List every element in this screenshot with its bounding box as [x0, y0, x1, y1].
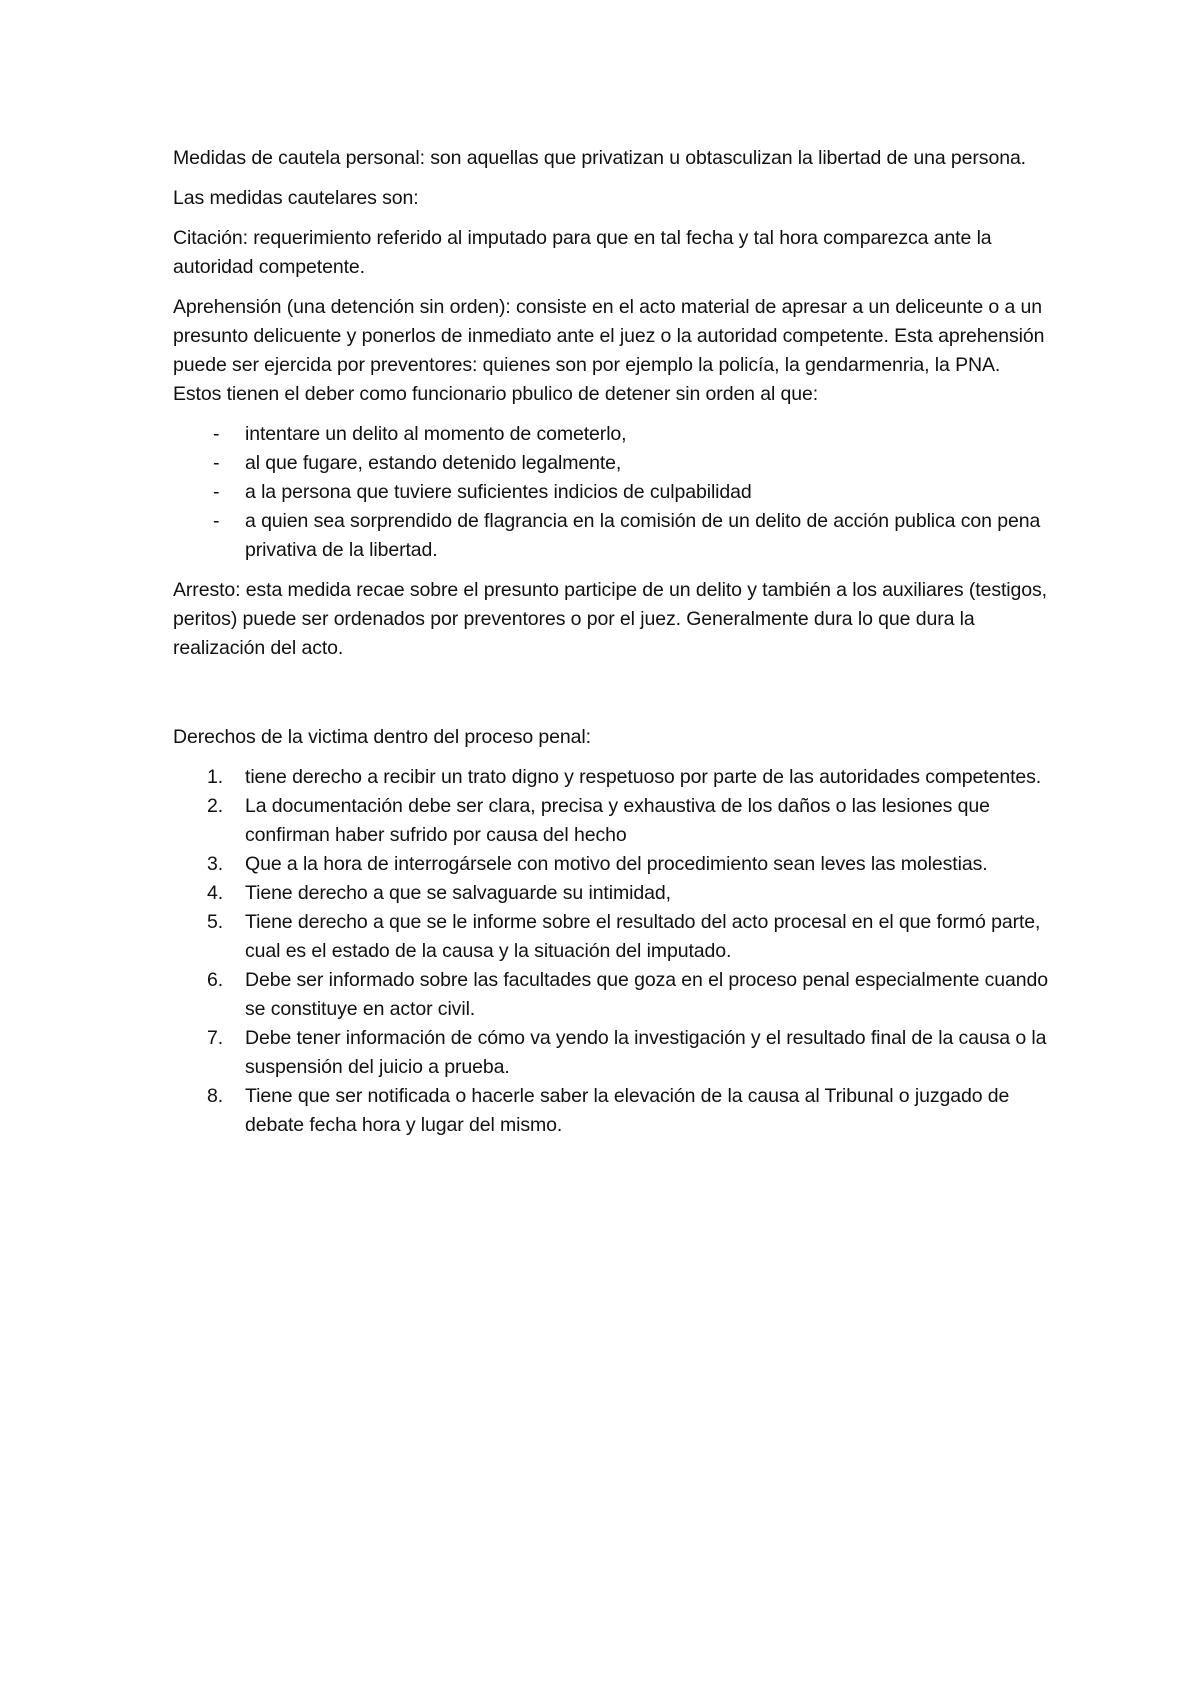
paragraph-medidas-cautelares: Las medidas cautelares son:: [173, 187, 419, 209]
list-item: [173, 1082, 1053, 1140]
paragraph-derechos-victima: Derechos de la victima dentro del proceso penal:: [173, 726, 591, 748]
list-item: [173, 449, 1053, 478]
paragraph-medidas-cautela: Medidas de cautela personal: son aquellas que privatizan u obtasculizan la libertad de una persona.: [173, 147, 1027, 169]
list-item-text: tiene derecho a recibir un trato digno y respetuoso por parte de las autoridades competentes.: [245, 766, 1042, 788]
list-item: [173, 879, 1053, 908]
list-item: [173, 792, 1053, 850]
blank-line: [173, 674, 1053, 723]
list-item-text: a la persona que tuviere suficientes indicios de culpabilidad: [245, 481, 752, 503]
list-item-text: al que fugare, estando detenido legalmente,: [245, 452, 622, 474]
list-number: 8.: [207, 1085, 224, 1107]
list-number: 4.: [207, 882, 224, 904]
paragraph-arresto: Arresto: esta medida recae sobre el presunto participe de un delito y también a los auxiliares (testigos, peritos) puede ser ordenados por preventores o por el juez. Generalmente dura lo que dura la realización del acto.: [173, 579, 1047, 659]
dash-marker: -: [213, 423, 220, 445]
document-page: [173, 144, 1053, 1140]
list-item: [173, 478, 1053, 507]
list-item-text: Debe ser informado sobre las facultades que goza en el proceso penal especialmente cuando se constituye en actor civil.: [245, 969, 1049, 1020]
list-number: 5.: [207, 911, 224, 933]
list-number: 3.: [207, 853, 224, 875]
list-item: [173, 908, 1053, 966]
list-item: [173, 763, 1053, 792]
list-number: 2.: [207, 795, 224, 817]
list-item: [173, 1024, 1053, 1082]
dash-list: [173, 420, 1053, 565]
list-item: [173, 420, 1053, 449]
paragraph-citacion: Citación: requerimiento referido al imputado para que en tal fecha y tal hora comparezca ante la autoridad competente.: [173, 227, 992, 278]
list-item: [173, 850, 1053, 879]
list-number: 6.: [207, 969, 224, 991]
list-item-text: Tiene que ser notificada o hacerle saber la elevación de la causa al Tribunal o juzgado de debate fecha hora y lugar del mismo.: [245, 1085, 1010, 1136]
list-item-text: La documentación debe ser clara, precisa y exhaustiva de los daños o las lesiones que confirman haber sufrido por causa del hecho: [245, 795, 990, 846]
dash-marker: -: [213, 481, 220, 503]
list-item: [173, 966, 1053, 1024]
dash-marker: -: [213, 452, 220, 474]
list-item-text: intentare un delito al momento de cometerlo,: [245, 423, 627, 445]
paragraph-aprehension: Aprehensión (una detención sin orden): consiste en el acto material de apresar a un deliceunte o a un presunto delicuente y ponerlos de inmediato ante el juez o la autoridad competente. Esta aprehensión puede ser ejercida por preventores: quienes son por ejemplo la policía, la gendarmenria, la PNA. Estos tienen el deber como funcionario pbulico de detener sin orden al que:: [173, 296, 1045, 405]
list-item-text: Tiene derecho a que se salvaguarde su intimidad,: [245, 882, 671, 904]
dash-marker: -: [213, 510, 220, 532]
list-number: 1.: [207, 766, 224, 788]
list-item-text: Debe tener información de cómo va yendo la investigación y el resultado final de la causa o la suspensión del juicio a prueba.: [245, 1027, 1047, 1078]
list-item-text: a quien sea sorprendido de flagrancia en la comisión de un delito de acción publica con pena privativa de la libertad.: [245, 510, 1041, 561]
list-number: 7.: [207, 1027, 224, 1049]
numbered-list: [173, 763, 1053, 1140]
list-item-text: Que a la hora de interrogársele con motivo del procedimiento sean leves las molestias.: [245, 853, 988, 875]
list-item: [173, 507, 1053, 565]
list-item-text: Tiene derecho a que se le informe sobre el resultado del acto procesal en el que formó parte, cual es el estado de la causa y la situación del imputado.: [245, 911, 1041, 962]
